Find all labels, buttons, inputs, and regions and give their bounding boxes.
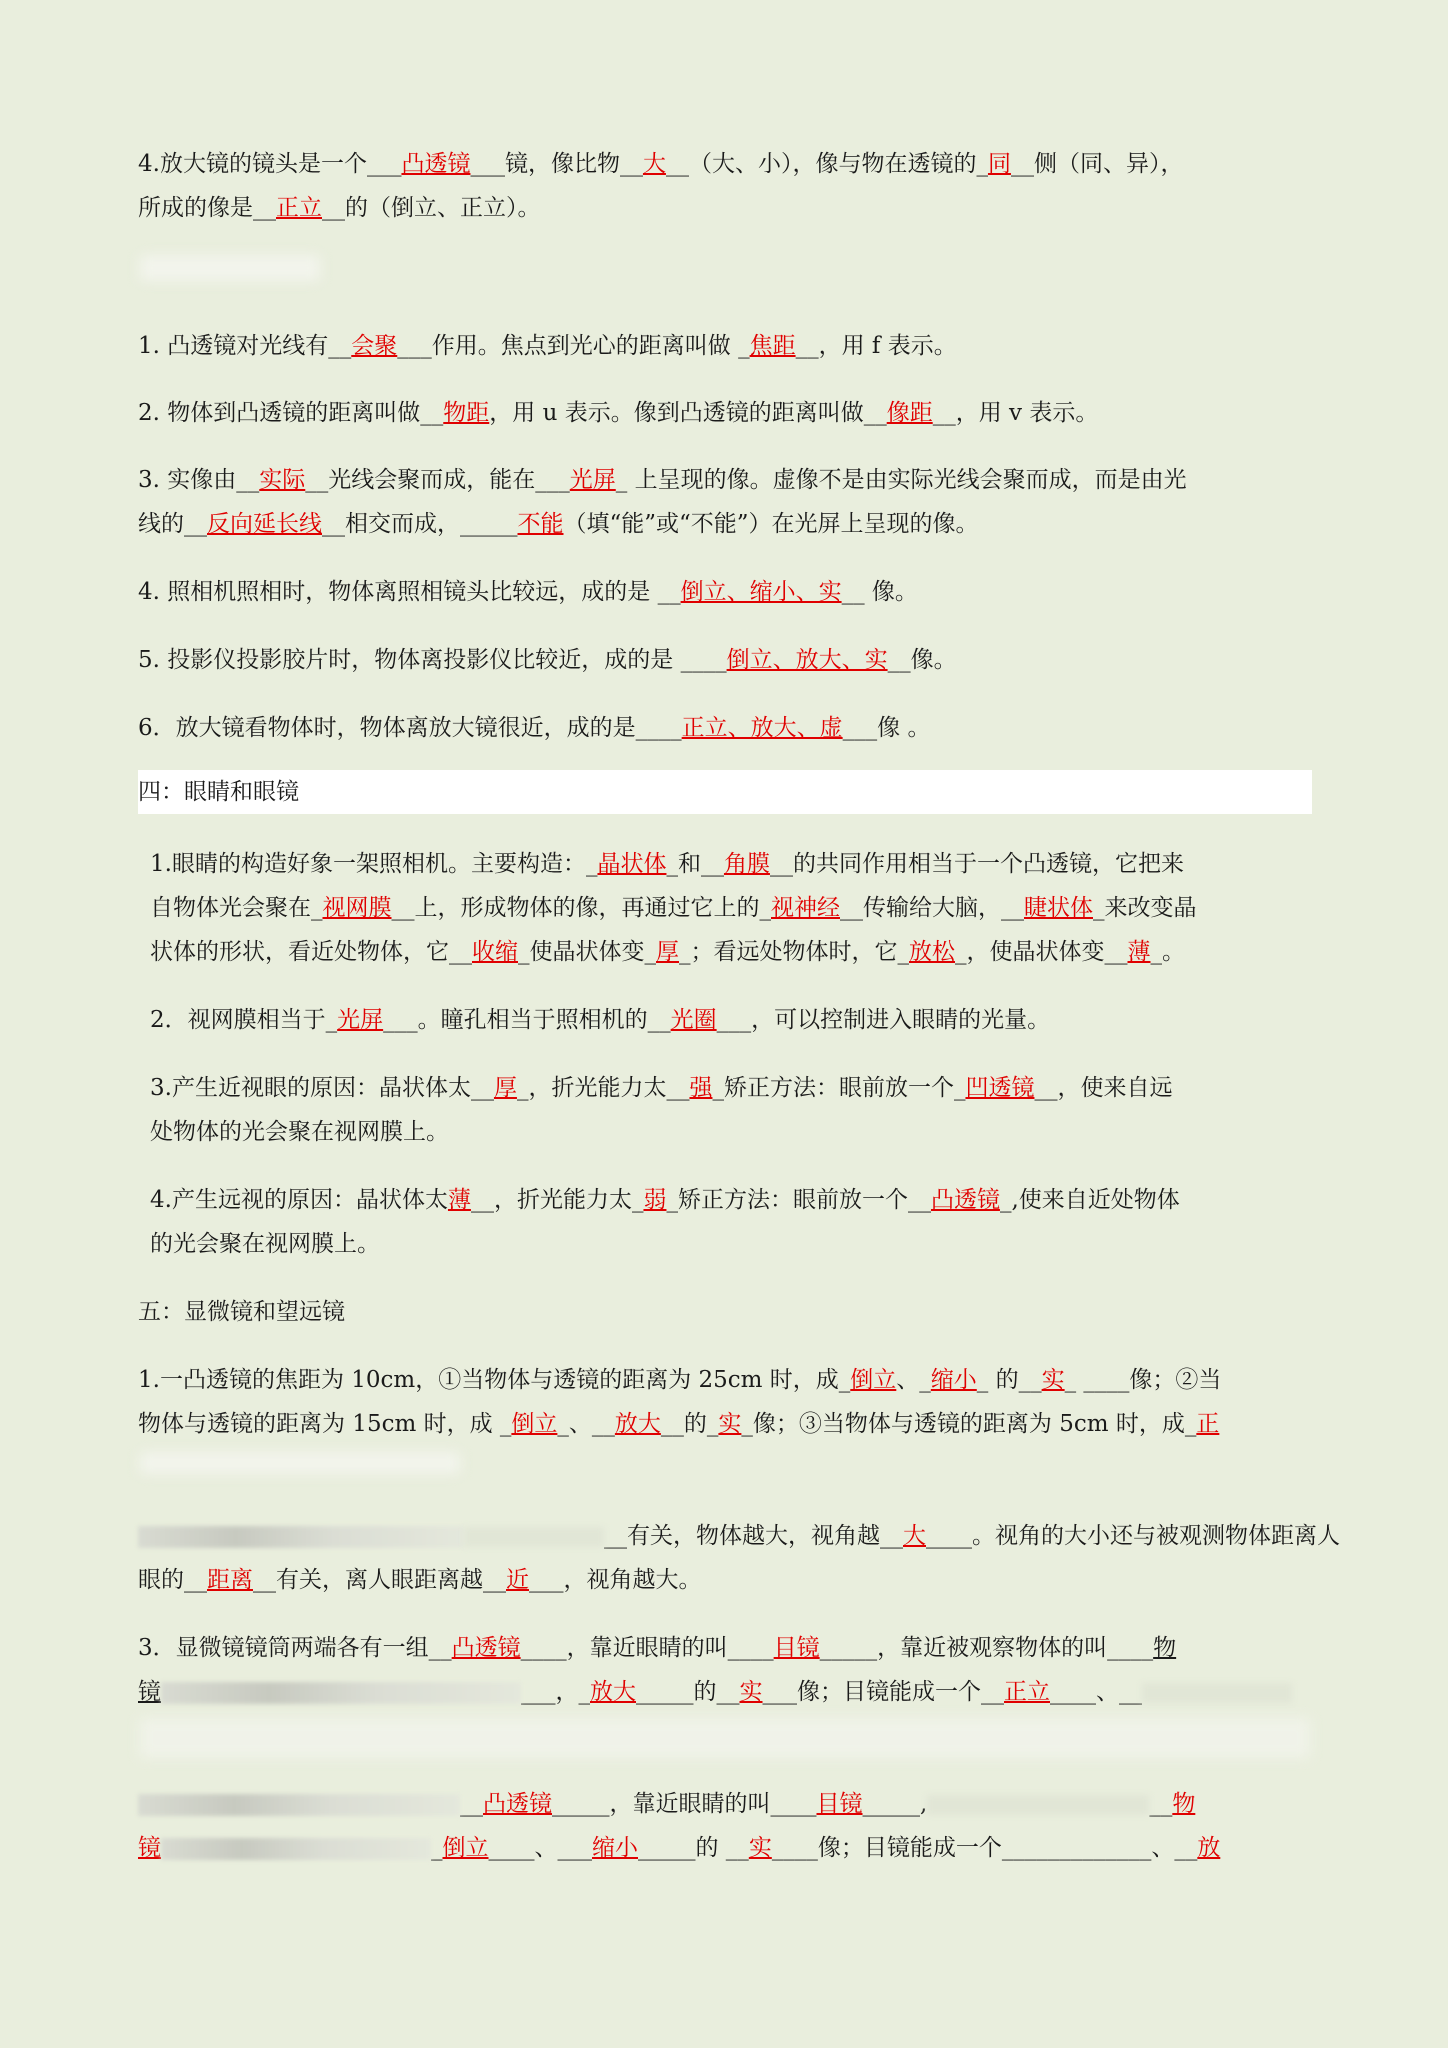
- blurred-text: [927, 1795, 1149, 1815]
- answer: 倒立、缩小、实: [680, 579, 842, 605]
- answer: 大: [903, 1523, 926, 1549]
- answer: 实: [748, 1835, 772, 1861]
- answer: 厚: [656, 939, 679, 965]
- answer: 角膜: [723, 851, 770, 877]
- answer: 大: [642, 151, 666, 177]
- answer: 弱: [643, 1187, 667, 1213]
- answer: 正立、放大、虚: [681, 715, 843, 741]
- answer: 凹透镜: [965, 1075, 1035, 1101]
- answer: 凸透镜: [451, 1635, 521, 1661]
- faded-line-smear: [140, 1452, 460, 1474]
- scope-q2-line1: __有关，物体越大，视角越__大____。视角的大小还与被观测物体距离人: [138, 1514, 1310, 1558]
- answer: 放: [1197, 1835, 1221, 1861]
- answer: 缩小: [592, 1835, 638, 1861]
- lens-q3-line2: 线的__反向延长线__相交而成，_____不能（填“能”或“不能”）在光屏上呈现的像。: [138, 511, 979, 537]
- lens-q3-line1: 3. 实像由__实际__光线会聚而成，能在___光屏_ 上呈现的像。虚像不是由实际光线会聚而成，而是由光: [138, 467, 1187, 493]
- blurred-text: [161, 1682, 521, 1704]
- scope-q1-line2: 物体与透镜的距离为 15cm 时，成 _倒立_、__放大__的_实_像；③当物体与透镜的距离为 5cm 时，成_正: [138, 1411, 1220, 1437]
- faded-heading-smear: [140, 255, 320, 281]
- answer: 镜: [138, 1835, 161, 1861]
- answer: 凸透镜: [483, 1791, 552, 1817]
- answer: 薄: [1127, 939, 1151, 965]
- answer: 同: [987, 151, 1011, 177]
- answer: 不能: [517, 511, 564, 537]
- answer: 收缩: [472, 939, 518, 965]
- answer: 睫状体: [1024, 895, 1093, 921]
- answer: 物: [1172, 1791, 1196, 1817]
- scope-q4-line1: __凸透镜_____，靠近眼睛的叫____目镜_____, __物: [138, 1782, 1310, 1826]
- eye-q1-line1: 1.眼睛的构造好象一架照相机。主要构造：_晶状体_和__角膜__的共同作用相当于一个凸透镜，它把来: [150, 851, 1184, 877]
- eye-q4-line1: 4.产生远视的原因：晶状体太薄__，折光能力太_弱_矫正方法：眼前放一个__凸透镜_,使来自近处物体: [150, 1187, 1180, 1213]
- scope-q3-line2: 镜 ___，_放大_____的__实___像；目镜能成一个__正立____、__: [138, 1670, 1310, 1714]
- answer: 倒立: [442, 1835, 489, 1861]
- answer: 光屏: [569, 467, 616, 493]
- answer: 放大: [590, 1679, 636, 1705]
- blurred-text: [1142, 1683, 1292, 1703]
- blurred-text: [138, 1794, 460, 1816]
- answer: 焦距: [749, 333, 796, 359]
- magnifier-question-line1: 4.放大镜的镜头是一个___凸透镜___镜，像比物__大__（大、小），像与物在透镜的_同__侧（同、异），: [138, 151, 1184, 177]
- answer: 光屏: [337, 1007, 384, 1033]
- answer: 正立: [1004, 1679, 1050, 1705]
- answer: 正立: [276, 195, 322, 221]
- lens-q6: 6．放大镜看物体时，物体离放大镜很近，成的是____正立、放大、虚___像 。: [138, 715, 931, 741]
- answer: 目镜: [816, 1791, 863, 1817]
- blurred-text: [464, 1527, 604, 1547]
- scope-q2-line2: 眼的__距离__有关，离人眼距离越__近___，视角越大。: [138, 1567, 702, 1593]
- blurred-text: [138, 1526, 464, 1548]
- answer: 强: [689, 1075, 713, 1101]
- answer: 实: [718, 1411, 742, 1437]
- answer: 放大: [614, 1411, 661, 1437]
- answer: 正: [1196, 1411, 1220, 1437]
- answer: 距离: [207, 1567, 253, 1593]
- answer: 倒立: [850, 1367, 897, 1393]
- lens-q2: 2. 物体到凸透镜的距离叫做__物距，用 u 表示。像到凸透镜的距离叫做__像距__，用 v 表示。: [138, 400, 1099, 426]
- answer: 实: [1041, 1367, 1065, 1393]
- answer: 物距: [443, 400, 490, 426]
- answer: 凸透镜: [930, 1187, 1000, 1213]
- scope-q3-line1: 3．显微镜镜筒两端各有一组__凸透镜____，靠近眼睛的叫____目镜_____，靠近被观察物体的叫____物: [138, 1635, 1177, 1661]
- blurred-text: [161, 1838, 431, 1860]
- answer: 视神经: [771, 895, 840, 921]
- eye-q3-line1: 3.产生近视眼的原因：晶状体太__厚_，折光能力太__强_矫正方法：眼前放一个_凹透镜__，使来自远: [150, 1075, 1173, 1101]
- eye-q1-line2: 自物体光会聚在_视网膜__上，形成物体的像，再通过它上的_视神经__传输给大脑，__睫状体_来改变晶: [150, 895, 1197, 921]
- eye-q3-line2: 处物体的光会聚在视网膜上。: [150, 1119, 449, 1145]
- scope-q4-line2: 镜 _倒立____、___缩小_____的 __实____像；目镜能成一个_____________、__放: [138, 1835, 1221, 1861]
- magnifier-question-line2: 所成的像是__正立__的（倒立、正立）。: [138, 195, 541, 221]
- lens-q4: 4. 照相机照相时，物体离照相镜头比较远，成的是 __倒立、缩小、实__ 像。: [138, 579, 918, 605]
- section-title-eye: 四：眼睛和眼镜: [138, 779, 299, 805]
- answer: 光圈: [670, 1007, 717, 1033]
- answer: 实: [739, 1679, 763, 1705]
- scope-q1-line1: 1.一凸透镜的焦距为 10cm，①当物体与透镜的距离为 25cm 时，成_倒立、_缩小_ 的__实_ ____像；②当: [138, 1367, 1222, 1393]
- eye-q1-line3: 状体的形状，看近处物体，它__收缩_使晶状体变_厚_；看远处物体时，它_放松_，使晶状体变__薄_。: [150, 939, 1185, 965]
- answer: 会聚: [351, 333, 398, 359]
- answer: 厚: [493, 1075, 517, 1101]
- faded-line-smear: [140, 1718, 1310, 1758]
- lens-q1: 1. 凸透镜对光线有__会聚___作用。焦点到光心的距离叫做 _焦距__，用 f 表示。: [138, 333, 957, 359]
- answer: 反向延长线: [207, 511, 322, 537]
- eye-q4-line2: 的光会聚在视网膜上。: [150, 1231, 380, 1257]
- answer: 放松: [909, 939, 955, 965]
- answer: 晶状体: [597, 851, 667, 877]
- answer: 目镜: [773, 1635, 820, 1661]
- answer: 实际: [259, 467, 306, 493]
- answer: 倒立: [511, 1411, 558, 1437]
- answer: 缩小: [930, 1367, 977, 1393]
- eye-q2: 2．视网膜相当于_光屏___。瞳孔相当于照相机的__光圈___，可以控制进入眼睛的光量。: [150, 1007, 1051, 1033]
- answer: 薄: [447, 1187, 471, 1213]
- section-title-scope: 五：显微镜和望远镜: [138, 1299, 345, 1325]
- answer: 倒立、放大、实: [726, 647, 888, 673]
- lens-q5: 5. 投影仪投影胶片时，物体离投影仪比较近，成的是 ____倒立、放大、实__像。: [138, 647, 957, 673]
- answer: 凸透镜: [401, 151, 471, 177]
- answer: 近: [506, 1567, 529, 1593]
- answer: 像距: [886, 400, 933, 426]
- answer: 视网膜: [322, 895, 392, 921]
